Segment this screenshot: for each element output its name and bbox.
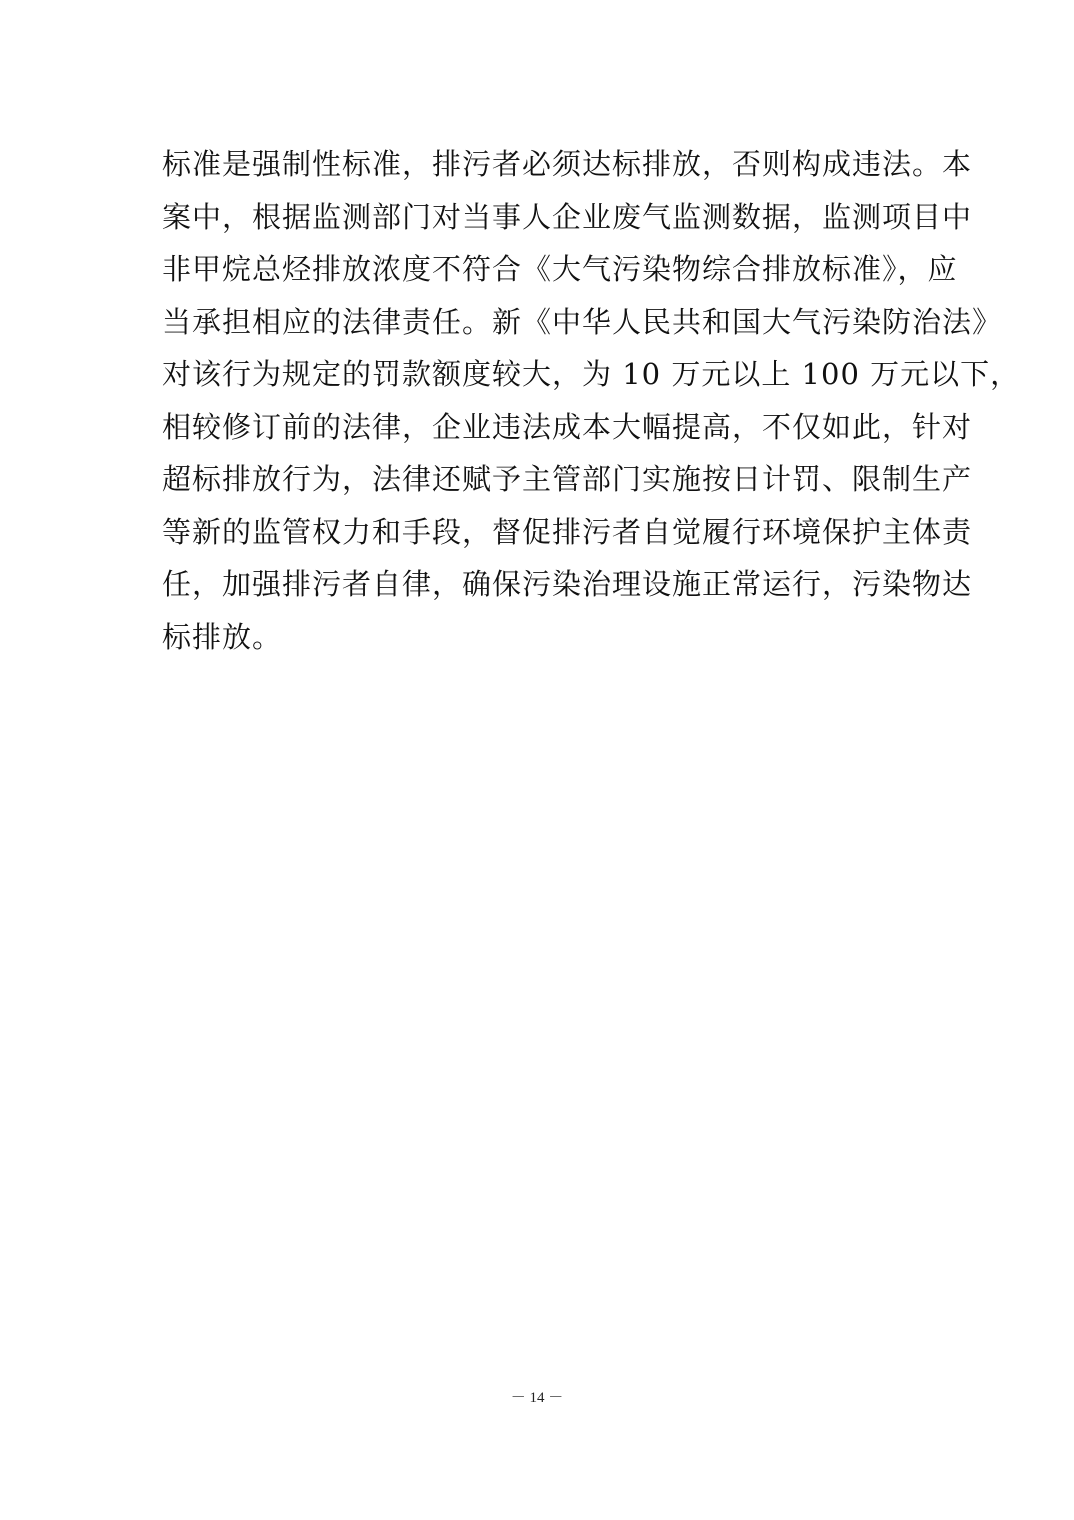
text-line: 当承担相应的法律责任。新《中华人民共和国大气污染防治法》 bbox=[162, 304, 1003, 339]
text-line: 非甲烷总烃排放浓度不符合《大气污染物综合排放标准》，应 bbox=[162, 252, 958, 286]
text-line: 标排放。 bbox=[162, 619, 283, 654]
page-number: － 14 － bbox=[510, 1390, 564, 1406]
text-line: 对该行为规定的罚款额度较大，为 10 万元以上 100 万元以下， bbox=[162, 357, 1021, 391]
text-line: 标准是强制性标准，排污者必须达标排放，否则构成违法。本 bbox=[162, 147, 973, 181]
text-line: 超标排放行为，法律还赋予主管部门实施按日计罚、限制生产 bbox=[162, 462, 973, 496]
text-line: 等新的监管权力和手段，督促排污者自觉履行环境保护主体责 bbox=[162, 514, 973, 549]
body-paragraph bbox=[162, 138, 1021, 663]
text-line: 相较修订前的法律，企业违法成本大幅提高，不仅如此，针对 bbox=[162, 409, 973, 444]
text-line: 案中，根据监测部门对当事人企业废气监测数据，监测项目中 bbox=[162, 199, 973, 234]
text-line: 任，加强排污者自律，确保污染治理设施正常运行，污染物达 bbox=[162, 567, 973, 601]
